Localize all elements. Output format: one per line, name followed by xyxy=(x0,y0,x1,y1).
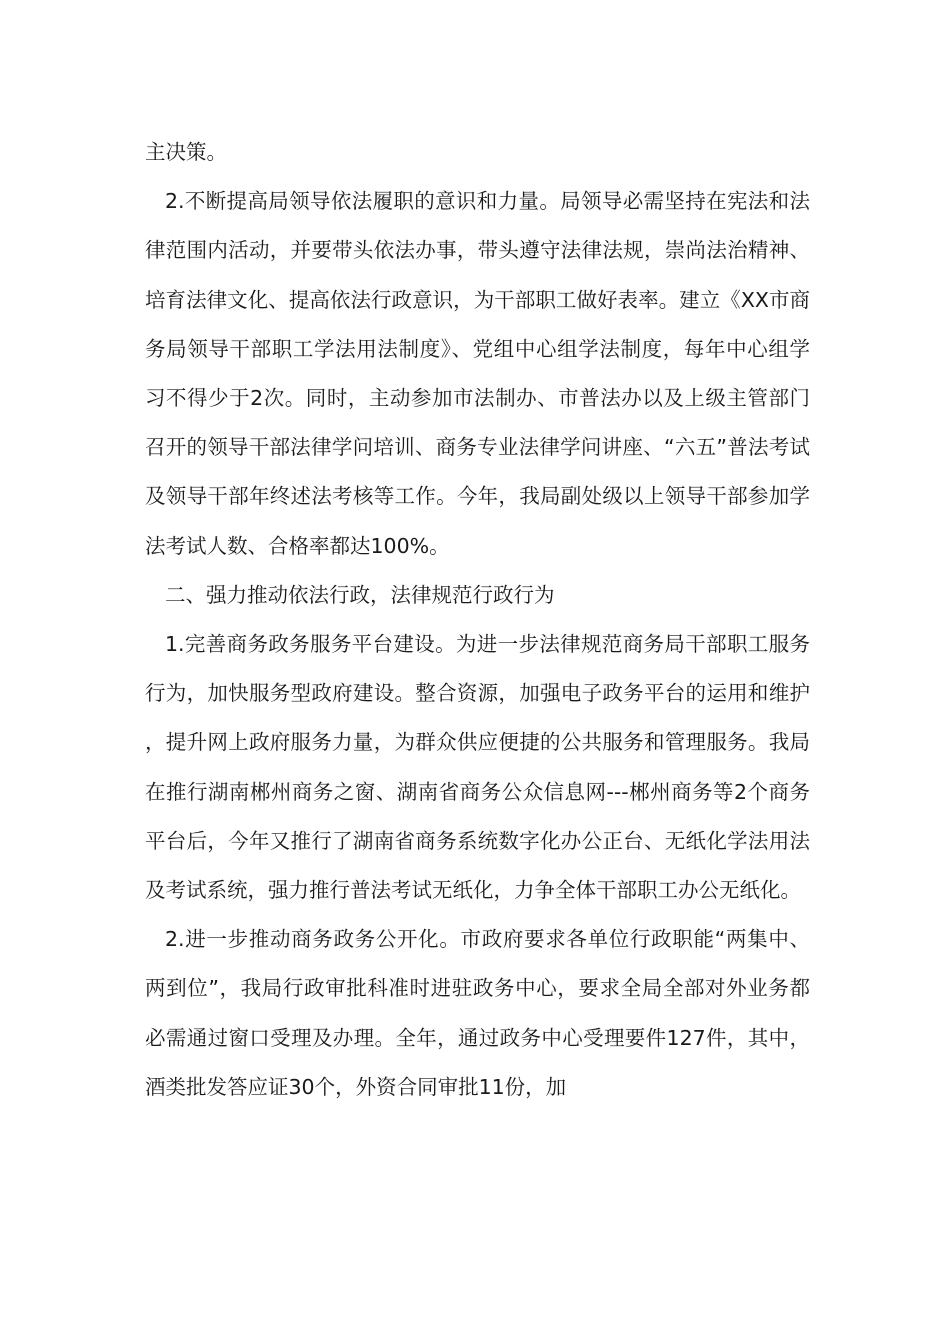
paragraph-service-platform: 1.完善商务政务服务平台建设。为进一步法律规范商务局干部职工服务行为，加快服务型政府建设。整合资源，加强电子政务平台的运用和维护，提升网上政府服务力量，为群众供应便捷的公共服务和管理服务。我局在推行湖南郴州商务之窗、湖南省商务公众信息网---郴州商务等2个商务平台后，今年又推行了湖南省商务系统数字化办公正台、无纸化学法用法及考试系统，强力推行普法考试无纸化，力争全体干部职工办公无纸化。 xyxy=(145,632,810,903)
document-body xyxy=(145,128,810,1112)
paragraph-government-affairs: 2.进一步推动商务政务公开化。市政府要求各单位行政职能“两集中、两到位”，我局行政审批科准时进驻政务中心，要求全局全部对外业务都必需通过窗口受理及办理。全年，通过政务中心受理要件127件，其中，酒类批发答应证30个，外资合同审批11份，加 xyxy=(145,927,810,1099)
paragraph-leadership-duty: 2.不断提高局领导依法履职的意识和力量。局领导必需坚持在宪法和法律范围内活动，并要带头依法办事，带头遵守法律法规，崇尚法治精神、培育法律文化、提高依法行政意识，为干部职工做好表率。建立《XX市商务局领导干部职工学法用法制度》、党组中心组学法制度，每年中心组学习不得少于2次。同时，主动参加市法制办、市普法办以及上级主管部门召开的领导干部法律学问培训、商务专业法律学问讲座、“六五”普法考试及领导干部年终述法考核等工作。今年，我局副处级以上领导干部参加学法考试人数、合格率都达100%。 xyxy=(145,189,810,558)
section-heading: 二、强力推动依法行政，法律规范行政行为 xyxy=(165,582,555,607)
paragraph-continuation: 主决策。 xyxy=(145,140,227,164)
